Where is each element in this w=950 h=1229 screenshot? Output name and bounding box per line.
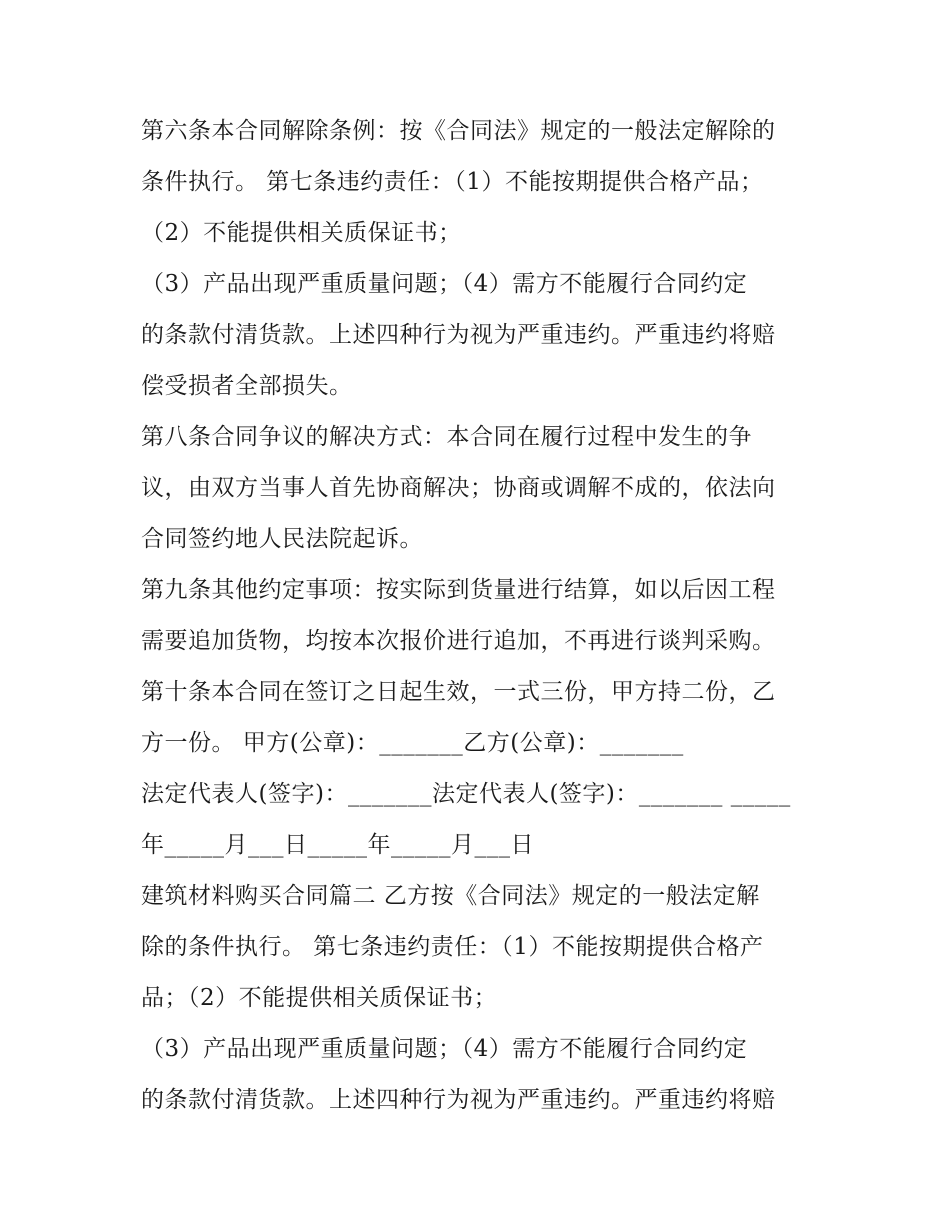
text-line: 的条款付清货款。上述四种行为视为严重违约。严重违约将赔 [141,322,776,348]
signature-line: 法定代表人(签字)：_______法定代表人(签字)：_______ _____ [141,781,791,807]
text-line: 偿受损者全部损失。 [141,373,353,399]
text-line: 第六条本合同解除条例：按《合同法》规定的一般法定解除的 [141,118,776,144]
text-line: 建筑材料购买合同篇二 乙方按《合同法》规定的一般法定解 [141,883,760,909]
text-line: 条件执行。 第七条违约责任：（1）不能按期提供合格产品； [141,169,764,195]
text-line: 除的条件执行。 第七条违约责任：（1）不能按期提供合格产 [141,934,764,960]
date-line: 年_____月___日_____年_____月___日 [141,832,534,858]
text-line: 品；（2）不能提供相关质保证书； [141,985,498,1011]
text-line: 合同签约地人民法院起诉。 [141,526,423,552]
text-line: （2）不能提供相关质保证书； [141,220,462,246]
text-line: 议，由双方当事人首先协商解决；协商或调解不成的，依法向 [141,475,776,501]
text-line: 第十条本合同在签订之日起生效，一式三份，甲方持二份，乙 [141,679,776,705]
text-line: 第九条其他约定事项：按实际到货量进行结算，如以后因工程 [141,577,776,603]
text-line: （3）产品出现严重质量问题；（4）需方不能履行合同约定 [141,1036,748,1062]
text-line: 第八条合同争议的解决方式：本合同在履行过程中发生的争 [141,424,752,450]
document-body [141,106,841,1126]
text-line: 的条款付清货款。上述四种行为视为严重违约。严重违约将赔 [141,1087,776,1113]
signature-line: 方一份。 甲方(公章)：_______乙方(公章)：_______ [141,730,684,756]
text-line: 需要追加货物，均按本次报价进行追加，不再进行谈判采购。 [141,628,776,654]
text-line: （3）产品出现严重质量问题；（4）需方不能履行合同约定 [141,271,748,297]
